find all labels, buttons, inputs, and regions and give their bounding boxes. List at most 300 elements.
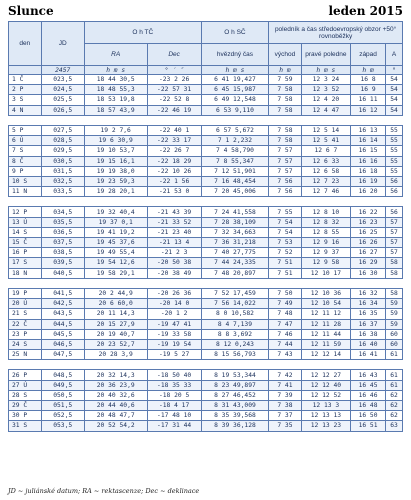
unit-ra: h m s (84, 66, 147, 75)
cell-day: 19 P (9, 288, 42, 298)
cell-sunset: 16 16 (351, 156, 386, 166)
table-row (9, 95, 403, 105)
cell-ra: 19 6 30,9 (84, 136, 147, 146)
group-gap (9, 360, 403, 370)
cell-dec: -17 48 10 (147, 411, 201, 421)
cell-sunrise: 7 57 (269, 156, 302, 166)
cell-sunset: 16 30 (351, 268, 386, 278)
cell-noon: 12 8 10 (301, 207, 350, 217)
cell-day: 2 P (9, 85, 42, 95)
cell-azimuth: 61 (386, 380, 403, 390)
cell-jd: 047,5 (41, 350, 84, 360)
table-row (9, 288, 403, 298)
cell-noon: 12 10 54 (301, 299, 350, 309)
cell-sunset: 16 43 (351, 370, 386, 380)
cell-azimuth: 59 (386, 309, 403, 319)
table-row (9, 258, 403, 268)
cell-sunrise: 7 44 (269, 339, 302, 349)
cell-sunset: 16 18 (351, 166, 386, 176)
table-row (9, 146, 403, 156)
cell-ra: 19 32 40,4 (84, 207, 147, 217)
cell-sunrise: 7 57 (269, 166, 302, 176)
cell-jd: 051,5 (41, 401, 84, 411)
table-row (9, 401, 403, 411)
cell-sunset: 16 19 (351, 176, 386, 186)
cell-dec: -22 46 19 (147, 105, 201, 115)
cell-noon: 12 13 3 (301, 401, 350, 411)
cell-azimuth: 60 (386, 339, 403, 349)
cell-jd: 044,5 (41, 319, 84, 329)
cell-dec: -18 35 33 (147, 380, 201, 390)
cell-dec: -22 52 8 (147, 95, 201, 105)
table-row (9, 238, 403, 248)
cell-ra: 19 23 59,3 (84, 176, 147, 186)
table-row (9, 166, 403, 176)
cell-noon: 12 6 7 (301, 146, 350, 156)
cell-sunset: 16 34 (351, 299, 386, 309)
cell-ra: 19 45 37,6 (84, 238, 147, 248)
cell-sidereal: 7 56 14,022 (201, 299, 268, 309)
cell-sidereal: 8 15 56,793 (201, 350, 268, 360)
cell-jd: 025,5 (41, 95, 84, 105)
cell-sidereal: 6 57 5,672 (201, 125, 268, 135)
cell-day: 11 N (9, 187, 42, 197)
table-row (9, 207, 403, 217)
cell-sunset: 16 48 (351, 401, 386, 411)
cell-sunrise: 7 37 (269, 411, 302, 421)
cell-sunrise: 7 56 (269, 176, 302, 186)
cell-azimuth: 56 (386, 187, 403, 197)
cell-sunrise: 7 56 (269, 187, 302, 197)
cell-ra: 20 2 44,9 (84, 288, 147, 298)
cell-noon: 12 12 14 (301, 350, 350, 360)
cell-dec: -22 26 7 (147, 146, 201, 156)
cell-azimuth: 61 (386, 370, 403, 380)
cell-dec: -19 47 41 (147, 319, 201, 329)
cell-ra: 18 48 55,3 (84, 85, 147, 95)
cell-jd: 029,5 (41, 146, 84, 156)
cell-sunset: 16 8 (351, 75, 386, 85)
cell-dec: -21 2 3 (147, 248, 201, 258)
cell-noon: 12 12 40 (301, 380, 350, 390)
cell-dec: -18 20 5 (147, 390, 201, 400)
cell-sunrise: 7 55 (269, 207, 302, 217)
table-row (9, 390, 403, 400)
table-row (9, 248, 403, 258)
table-row (9, 380, 403, 390)
cell-day: 22 Č (9, 319, 42, 329)
cell-dec: -22 40 1 (147, 125, 201, 135)
cell-ra: 20 36 23,9 (84, 380, 147, 390)
cell-sidereal: 8 39 36,128 (201, 421, 268, 431)
table-row (9, 75, 403, 85)
table-row (9, 309, 403, 319)
cell-dec: -21 53 0 (147, 187, 201, 197)
table-row (9, 176, 403, 186)
cell-jd: 043,5 (41, 309, 84, 319)
cell-sunrise: 7 47 (269, 319, 302, 329)
cell-noon: 12 11 12 (301, 309, 350, 319)
cell-azimuth: 54 (386, 75, 403, 85)
cell-ra: 20 15 27,9 (84, 319, 147, 329)
cell-jd: 024,5 (41, 85, 84, 95)
cell-dec: -23 2 26 (147, 75, 201, 85)
cell-day: 29 Č (9, 401, 42, 411)
cell-jd: 040,5 (41, 268, 84, 278)
group-gap (9, 197, 403, 207)
table-row (9, 319, 403, 329)
cell-noon: 12 6 33 (301, 156, 350, 166)
cell-sunset: 16 38 (351, 329, 386, 339)
col-vychod: východ (269, 44, 302, 66)
cell-azimuth: 63 (386, 421, 403, 431)
cell-sunset: 16 20 (351, 187, 386, 197)
cell-ra: 20 48 47,7 (84, 411, 147, 421)
cell-sunset: 16 25 (351, 227, 386, 237)
cell-noon: 12 10 36 (301, 288, 350, 298)
cell-ra: 19 49 55,4 (84, 248, 147, 258)
cell-day: 6 Ú (9, 136, 42, 146)
table-row (9, 136, 403, 146)
cell-azimuth: 54 (386, 105, 403, 115)
cell-sunrise: 7 51 (269, 258, 302, 268)
cell-sunset: 16 14 (351, 136, 386, 146)
cell-jd: 048,5 (41, 370, 84, 380)
cell-ra: 19 37 0,1 (84, 217, 147, 227)
cell-day: 21 S (9, 309, 42, 319)
cell-azimuth: 62 (386, 390, 403, 400)
cell-sunrise: 7 46 (269, 329, 302, 339)
unit-a: ° (386, 66, 403, 75)
cell-sidereal: 6 49 12,548 (201, 95, 268, 105)
cell-sunset: 16 35 (351, 309, 386, 319)
cell-jd: 052,5 (41, 411, 84, 421)
cell-day: 26 P (9, 370, 42, 380)
col-a: A (386, 44, 403, 66)
cell-jd: 023,5 (41, 75, 84, 85)
cell-azimuth: 57 (386, 238, 403, 248)
cell-jd: 050,5 (41, 390, 84, 400)
table-row (9, 85, 403, 95)
cell-sidereal: 7 8 55,347 (201, 156, 268, 166)
cell-dec: -19 5 27 (147, 350, 201, 360)
unit-jd: 2457 (41, 66, 84, 75)
cell-dec: -17 31 44 (147, 421, 201, 431)
cell-dec: -22 1 56 (147, 176, 201, 186)
cell-ra: 18 44 30,5 (84, 75, 147, 85)
cell-sidereal: 7 1 2,232 (201, 136, 268, 146)
cell-azimuth: 54 (386, 85, 403, 95)
cell-sunset: 16 26 (351, 238, 386, 248)
cell-ra: 19 58 29,1 (84, 268, 147, 278)
cell-noon: 12 3 24 (301, 75, 350, 85)
cell-dec: -22 10 26 (147, 166, 201, 176)
table-row (9, 411, 403, 421)
cell-noon: 12 9 58 (301, 258, 350, 268)
gap-cell (9, 360, 403, 370)
cell-jd: 046,5 (41, 339, 84, 349)
table-row (9, 227, 403, 237)
cell-ra: 19 10 53,7 (84, 146, 147, 156)
cell-sidereal: 8 19 53,344 (201, 370, 268, 380)
cell-day: 12 P (9, 207, 42, 217)
cell-sunset: 16 46 (351, 390, 386, 400)
cell-dec: -20 1 2 (147, 309, 201, 319)
cell-jd: 034,5 (41, 207, 84, 217)
cell-sidereal: 7 36 31,218 (201, 238, 268, 248)
cell-sunrise: 7 43 (269, 350, 302, 360)
cell-jd: 028,5 (41, 136, 84, 146)
cell-dec: -22 18 29 (147, 156, 201, 166)
gap-cell (9, 115, 403, 125)
cell-sunrise: 7 41 (269, 380, 302, 390)
cell-day: 7 S (9, 146, 42, 156)
cell-day: 23 P (9, 329, 42, 339)
cell-sunrise: 7 35 (269, 421, 302, 431)
cell-sidereal: 7 24 41,558 (201, 207, 268, 217)
cell-sidereal: 8 31 43,009 (201, 401, 268, 411)
cell-sunset: 16 32 (351, 288, 386, 298)
cell-sunrise: 7 54 (269, 217, 302, 227)
footer-note: JD ~ juliánské datum; RA ~ rektascenze; Dec ~ deklinace (8, 487, 200, 495)
unit-den (9, 66, 42, 75)
group-gap (9, 115, 403, 125)
cell-sidereal: 7 48 20,897 (201, 268, 268, 278)
cell-sidereal: 7 28 38,109 (201, 217, 268, 227)
table-row (9, 350, 403, 360)
table-row (9, 370, 403, 380)
cell-sunrise: 7 53 (269, 238, 302, 248)
col-poledne-title: poledník a čas středoevropský obzor +50° rovnoběžky (269, 22, 403, 44)
cell-ra: 19 19 38,0 (84, 166, 147, 176)
cell-day: 3 S (9, 95, 42, 105)
cell-azimuth: 55 (386, 125, 403, 135)
cell-azimuth: 57 (386, 227, 403, 237)
cell-noon: 12 5 41 (301, 136, 350, 146)
table-row (9, 329, 403, 339)
cell-sunrise: 7 38 (269, 401, 302, 411)
cell-noon: 12 4 47 (301, 105, 350, 115)
cell-ra: 19 41 19,2 (84, 227, 147, 237)
cell-noon: 12 12 52 (301, 390, 350, 400)
cell-sunrise: 7 59 (269, 75, 302, 85)
cell-sunset: 16 37 (351, 319, 386, 329)
cell-day: 13 Ú (9, 217, 42, 227)
cell-sidereal: 8 8 3,692 (201, 329, 268, 339)
cell-sidereal: 8 23 49,897 (201, 380, 268, 390)
cell-sunset: 16 50 (351, 411, 386, 421)
table-body (9, 75, 403, 432)
cell-day: 24 S (9, 339, 42, 349)
cell-azimuth: 62 (386, 401, 403, 411)
cell-sidereal: 6 53 9,110 (201, 105, 268, 115)
cell-sidereal: 7 44 24,335 (201, 258, 268, 268)
col-dec: Dec (147, 44, 201, 66)
col-oh-sc: O h SČ (201, 22, 268, 44)
cell-ra: 20 40 32,6 (84, 390, 147, 400)
gap-cell (9, 197, 403, 207)
unit-z: h m (351, 66, 386, 75)
cell-sunrise: 7 51 (269, 268, 302, 278)
cell-sunset: 16 9 (351, 85, 386, 95)
cell-noon: 12 3 52 (301, 85, 350, 95)
cell-sunrise: 7 49 (269, 299, 302, 309)
table-row (9, 421, 403, 431)
cell-sunrise: 7 58 (269, 105, 302, 115)
cell-azimuth: 58 (386, 258, 403, 268)
cell-day: 10 S (9, 176, 42, 186)
cell-dec: -21 33 52 (147, 217, 201, 227)
col-hvezdny: hvězdný čas (201, 44, 268, 66)
cell-noon: 12 5 14 (301, 125, 350, 135)
cell-sunrise: 7 39 (269, 390, 302, 400)
cell-jd: 031,5 (41, 166, 84, 176)
cell-day: 17 S (9, 258, 42, 268)
cell-sunrise: 7 48 (269, 309, 302, 319)
cell-sunrise: 7 42 (269, 370, 302, 380)
cell-sidereal: 8 35 39,568 (201, 411, 268, 421)
cell-jd: 039,5 (41, 258, 84, 268)
cell-noon: 12 9 16 (301, 238, 350, 248)
unit-p: h m s (301, 66, 350, 75)
cell-day: 27 Ú (9, 380, 42, 390)
cell-sunrise: 7 57 (269, 146, 302, 156)
cell-azimuth: 58 (386, 288, 403, 298)
cell-noon: 12 6 58 (301, 166, 350, 176)
cell-sunset: 16 22 (351, 207, 386, 217)
group-gap (9, 278, 403, 288)
cell-sunset: 16 40 (351, 339, 386, 349)
cell-jd: 035,5 (41, 217, 84, 227)
cell-jd: 037,5 (41, 238, 84, 248)
cell-sunset: 16 13 (351, 125, 386, 135)
cell-ra: 20 23 52,7 (84, 339, 147, 349)
cell-noon: 12 13 13 (301, 411, 350, 421)
table-row (9, 105, 403, 115)
cell-dec: -18 4 17 (147, 401, 201, 411)
unit-dec: ° ′ ″ (147, 66, 201, 75)
cell-dec: -21 23 40 (147, 227, 201, 237)
cell-jd: 026,5 (41, 105, 84, 115)
cell-jd: 033,5 (41, 187, 84, 197)
cell-sidereal: 8 27 46,452 (201, 390, 268, 400)
cell-day: 30 P (9, 411, 42, 421)
cell-azimuth: 56 (386, 176, 403, 186)
cell-sidereal: 8 4 7,139 (201, 319, 268, 329)
cell-azimuth: 55 (386, 146, 403, 156)
cell-jd: 053,5 (41, 421, 84, 431)
cell-jd: 030,5 (41, 156, 84, 166)
ephemeris-table (8, 21, 403, 432)
cell-sunset: 16 45 (351, 380, 386, 390)
cell-sidereal: 8 0 10,582 (201, 309, 268, 319)
cell-noon: 12 12 27 (301, 370, 350, 380)
cell-noon: 12 7 23 (301, 176, 350, 186)
cell-azimuth: 58 (386, 268, 403, 278)
month-label: leden 2015 (328, 4, 403, 18)
gap-cell (9, 278, 403, 288)
cell-dec: -20 50 38 (147, 258, 201, 268)
cell-ra: 19 28 20,1 (84, 187, 147, 197)
cell-azimuth: 54 (386, 95, 403, 105)
cell-dec: -20 38 49 (147, 268, 201, 278)
cell-azimuth: 56 (386, 207, 403, 217)
cell-day: 25 N (9, 350, 42, 360)
cell-sidereal: 8 12 0,243 (201, 339, 268, 349)
cell-dec: -19 19 54 (147, 339, 201, 349)
cell-sidereal: 6 41 19,427 (201, 75, 268, 85)
cell-sidereal: 7 4 58,790 (201, 146, 268, 156)
cell-day: 8 Č (9, 156, 42, 166)
cell-azimuth: 57 (386, 248, 403, 258)
cell-sidereal: 6 45 15,987 (201, 85, 268, 95)
cell-sunrise: 7 50 (269, 288, 302, 298)
table-row (9, 339, 403, 349)
cell-dec: -20 14 0 (147, 299, 201, 309)
table-row (9, 156, 403, 166)
cell-azimuth: 55 (386, 136, 403, 146)
cell-noon: 12 11 44 (301, 329, 350, 339)
cell-azimuth: 61 (386, 350, 403, 360)
cell-ra: 20 6 60,0 (84, 299, 147, 309)
cell-sidereal: 7 20 45,006 (201, 187, 268, 197)
cell-jd: 038,5 (41, 248, 84, 258)
cell-day: 31 S (9, 421, 42, 431)
cell-sidereal: 7 40 27,775 (201, 248, 268, 258)
cell-jd: 027,5 (41, 125, 84, 135)
cell-day: 28 S (9, 390, 42, 400)
cell-noon: 12 13 23 (301, 421, 350, 431)
cell-day: 14 S (9, 227, 42, 237)
cell-noon: 12 9 37 (301, 248, 350, 258)
cell-dec: -21 43 39 (147, 207, 201, 217)
cell-dec: -21 13 4 (147, 238, 201, 248)
cell-ra: 20 11 14,3 (84, 309, 147, 319)
table-row (9, 125, 403, 135)
cell-noon: 12 11 59 (301, 339, 350, 349)
cell-jd: 032,5 (41, 176, 84, 186)
table-row (9, 217, 403, 227)
cell-day: 20 Ú (9, 299, 42, 309)
cell-ra: 20 44 40,6 (84, 401, 147, 411)
cell-dec: -19 33 58 (147, 329, 201, 339)
cell-day: 5 P (9, 125, 42, 135)
cell-dec: -18 50 40 (147, 370, 201, 380)
page-title: Slunce (8, 4, 54, 18)
cell-sidereal: 7 52 17,459 (201, 288, 268, 298)
cell-sunset: 16 27 (351, 248, 386, 258)
cell-sunset: 16 41 (351, 350, 386, 360)
cell-ra: 20 52 54,2 (84, 421, 147, 431)
cell-ra: 18 57 43,9 (84, 105, 147, 115)
cell-ra: 20 28 3,9 (84, 350, 147, 360)
table-row (9, 187, 403, 197)
cell-azimuth: 57 (386, 217, 403, 227)
table-row (9, 268, 403, 278)
cell-sunrise: 7 58 (269, 95, 302, 105)
col-jd: JD (41, 22, 84, 66)
cell-sunset: 16 23 (351, 217, 386, 227)
cell-ra: 20 19 40,7 (84, 329, 147, 339)
cell-azimuth: 59 (386, 319, 403, 329)
col-den: den (9, 22, 42, 66)
unit-hv: h m s (201, 66, 268, 75)
cell-noon: 12 8 55 (301, 227, 350, 237)
cell-jd: 042,5 (41, 299, 84, 309)
cell-jd: 041,5 (41, 288, 84, 298)
cell-azimuth: 62 (386, 411, 403, 421)
cell-ra: 19 15 16,1 (84, 156, 147, 166)
